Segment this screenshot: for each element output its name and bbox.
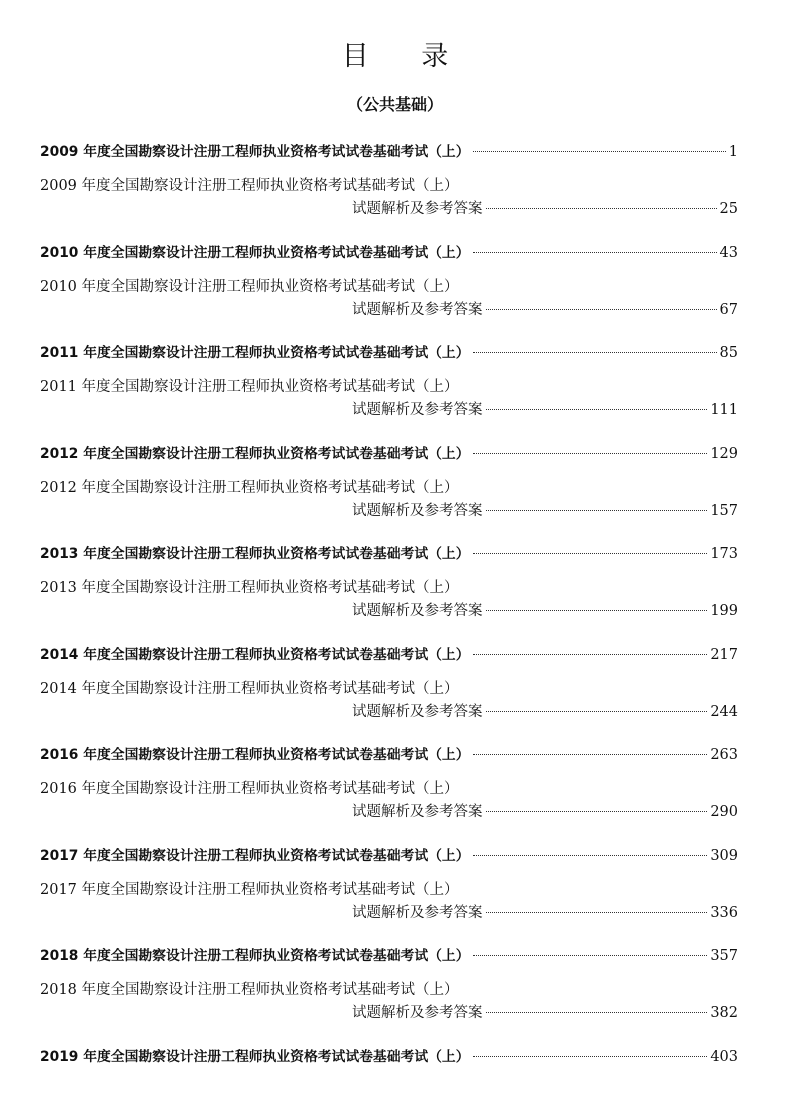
toc-entry-label: 试题解析及参考答案 (352, 402, 483, 418)
page-title: 目 录 (341, 41, 471, 72)
toc-entry-label: 试题解析及参考答案 (352, 703, 483, 720)
toc-entry-label: 试题解析及参考答案 (352, 904, 483, 921)
toc-page-number: 357 (710, 948, 738, 964)
section-heading: （公共基础） (346, 95, 443, 114)
toc-entry-label: 试题解析及参考答案 (352, 301, 483, 318)
dot-leader (473, 1056, 708, 1057)
toc-entry-answers-title[interactable]: 2013 年度全国勘察设计注册工程师执业资格考试基础考试（上） (40, 580, 459, 596)
toc-entry-answers-title[interactable]: 2009 年度全国勘察设计注册工程师执业资格考试基础考试（上） (40, 178, 459, 194)
dot-leader (473, 151, 726, 152)
toc-page-number: 173 (710, 546, 738, 562)
toc-entry-label: 2016 年度全国勘察设计注册工程师执业资格考试试卷基础考试（上） (40, 747, 470, 763)
dot-leader (486, 1012, 708, 1013)
toc-entry-label: 2019 年度全国勘察设计注册工程师执业资格考试试卷基础考试（上） (40, 1048, 470, 1065)
toc-page-number: 217 (710, 646, 738, 663)
toc-page-number: 111 (710, 402, 738, 418)
dot-leader (473, 955, 708, 956)
dot-leader (473, 754, 708, 755)
toc-entry-answers[interactable] (352, 300, 738, 320)
toc-entry-label: 2012 年度全国勘察设计注册工程师执业资格考试试卷基础考试（上） (40, 445, 470, 462)
toc-entry-label: 2011 年度全国勘察设计注册工程师执业资格考试试卷基础考试（上） (40, 345, 470, 361)
toc-entry-label: 试题解析及参考答案 (352, 804, 483, 820)
toc-entry-label: 2018 年度全国勘察设计注册工程师执业资格考试试卷基础考试（上） (40, 948, 470, 964)
toc-entry-answers-title[interactable]: 2010 年度全国勘察设计注册工程师执业资格考试基础考试（上） (40, 278, 459, 295)
toc-entry-label: 试题解析及参考答案 (352, 201, 483, 217)
toc-page-number: 67 (719, 301, 738, 318)
dot-leader (473, 553, 708, 554)
toc-entry-exam[interactable] (40, 645, 738, 665)
toc-entry-exam[interactable] (40, 946, 738, 966)
toc-entry-label: 试题解析及参考答案 (352, 502, 483, 519)
toc-page-number: 129 (710, 445, 738, 462)
toc-entry-answers[interactable] (352, 1003, 738, 1023)
toc-entry-answers-title[interactable]: 2012 年度全国勘察设计注册工程师执业资格考试基础考试（上） (40, 479, 459, 496)
dot-leader (473, 453, 708, 454)
dot-leader (473, 352, 717, 353)
toc-page-number: 1 (728, 144, 738, 160)
toc-entry-label: 2010 年度全国勘察设计注册工程师执业资格考试试卷基础考试（上） (40, 244, 470, 261)
dot-leader (486, 912, 708, 913)
toc-page-number: 403 (710, 1048, 738, 1065)
dot-leader (486, 811, 708, 812)
toc-page-number: 244 (710, 703, 738, 720)
toc-entry-answers[interactable] (352, 199, 738, 219)
toc-entry-answers[interactable] (352, 802, 738, 822)
toc-entry-label: 2014 年度全国勘察设计注册工程师执业资格考试试卷基础考试（上） (40, 646, 470, 663)
toc-entry-label: 2017 年度全国勘察设计注册工程师执业资格考试试卷基础考试（上） (40, 847, 470, 864)
toc-entry-answers[interactable] (352, 702, 738, 722)
dot-leader (486, 610, 708, 611)
toc-page-number: 43 (719, 244, 738, 261)
toc-entry-answers-title[interactable]: 2017 年度全国勘察设计注册工程师执业资格考试基础考试（上） (40, 881, 459, 898)
toc-page-number: 85 (719, 345, 738, 361)
dot-leader (473, 654, 708, 655)
toc-entry-label: 2009 年度全国勘察设计注册工程师执业资格考试试卷基础考试（上） (40, 144, 470, 160)
toc-entry-exam[interactable] (40, 343, 738, 363)
dot-leader (473, 252, 717, 253)
toc-entry-answers[interactable] (352, 400, 738, 420)
toc-entry-answers-title[interactable]: 2018 年度全国勘察设计注册工程师执业资格考试基础考试（上） (40, 982, 459, 998)
toc-entry-label: 试题解析及参考答案 (352, 1005, 483, 1021)
toc-entry-answers-title[interactable]: 2016 年度全国勘察设计注册工程师执业资格考试基础考试（上） (40, 781, 459, 797)
toc-page-number: 290 (710, 804, 738, 820)
toc-entry-answers-title[interactable]: 2011 年度全国勘察设计注册工程师执业资格考试基础考试（上） (40, 379, 459, 395)
toc-entry-answers[interactable] (352, 501, 738, 521)
toc-entry-exam[interactable] (40, 444, 738, 464)
toc-page-number: 336 (710, 904, 738, 921)
toc-page-number: 157 (710, 502, 738, 519)
toc-page-number: 199 (710, 603, 738, 619)
dot-leader (486, 711, 708, 712)
toc-entry-label: 试题解析及参考答案 (352, 603, 483, 619)
toc-page-number: 25 (719, 201, 738, 217)
toc-entry-exam[interactable] (40, 1047, 738, 1067)
dot-leader (486, 208, 717, 209)
toc-entry-exam[interactable] (40, 544, 738, 564)
toc-entry-answers[interactable] (352, 903, 738, 923)
toc-entry-exam[interactable] (40, 745, 738, 765)
toc-entry-exam[interactable] (40, 142, 738, 162)
toc-entry-exam[interactable] (40, 846, 738, 866)
toc-entry-answers-title[interactable]: 2014 年度全国勘察设计注册工程师执业资格考试基础考试（上） (40, 680, 459, 697)
toc-entry-answers[interactable] (352, 601, 738, 621)
toc-page-number: 382 (710, 1005, 738, 1021)
dot-leader (486, 409, 708, 410)
dot-leader (486, 510, 708, 511)
dot-leader (473, 855, 708, 856)
toc-entry-label: 2013 年度全国勘察设计注册工程师执业资格考试试卷基础考试（上） (40, 546, 470, 562)
toc-page-number: 263 (710, 747, 738, 763)
toc-entry-exam[interactable] (40, 243, 738, 263)
toc-page-number: 309 (710, 847, 738, 864)
dot-leader (486, 309, 717, 310)
